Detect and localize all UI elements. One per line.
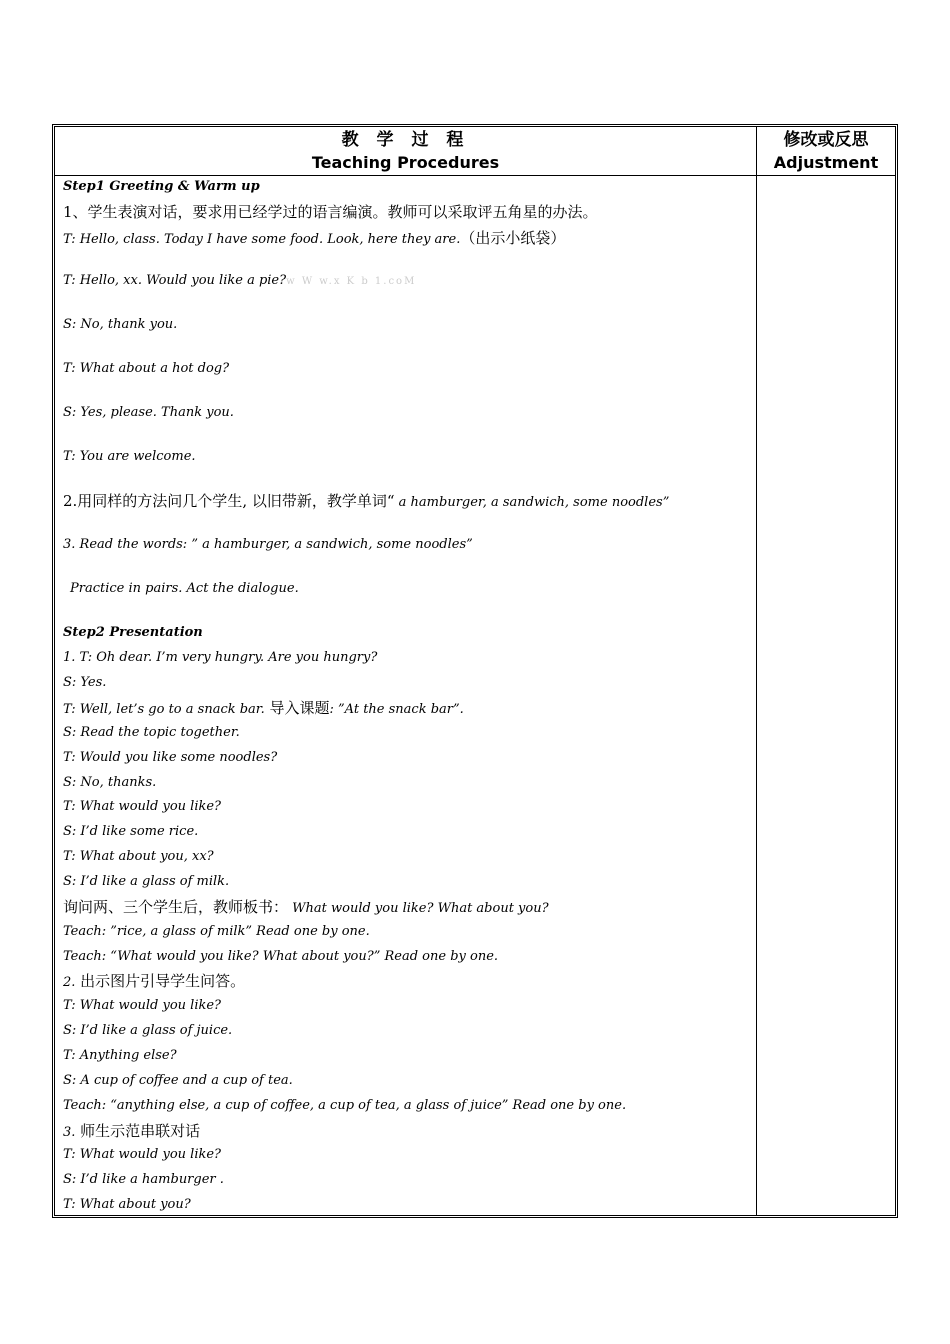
text-line: T: What would you like? <box>63 1147 222 1162</box>
adjustment-header-en: Adjustment <box>773 153 879 172</box>
text-line: 3. Read the words: ” a hamburger, a sandwich, some noodles” <box>63 537 473 552</box>
step2-heading: Step2 Presentation <box>63 625 203 640</box>
watermark-text: w W w.x K b 1.coM <box>286 276 417 287</box>
text-line: S: A cup of coffee and a cup of tea. <box>63 1073 293 1088</box>
text-line: S: Read the topic together. <box>63 725 240 740</box>
text-line: 2. 出示图片引导学生问答。 <box>63 972 246 990</box>
lesson-plan-table <box>52 124 898 1218</box>
text-line: 2.用同样的方法问几个学生, 以旧带新，教学单词“ a hamburger, a sandwich, some noodles” <box>63 492 670 510</box>
text-line: T: What would you like? <box>63 998 222 1013</box>
text-line: 3. 师生示范串联对话 <box>63 1122 201 1140</box>
adjustment-header <box>757 127 895 175</box>
text-line: T: What would you like? <box>63 799 222 814</box>
text-line: 询问两、三个学生后，教师板书： What would you like? What about you? <box>63 898 549 916</box>
text-line: T: Anything else? <box>63 1048 177 1063</box>
text-line: S: I’d like a glass of milk. <box>63 874 230 889</box>
text-line: S: I’d like a hamburger . <box>63 1172 224 1187</box>
procedures-header-zh: 教 学 过 程 <box>341 130 470 150</box>
text-line: T: Hello, class. Today I have some food. Look, here they are.（出示小纸袋） <box>63 229 566 247</box>
header-divider <box>55 175 895 176</box>
text-line: T: What about you? <box>63 1197 191 1212</box>
text-line: S: I’d like a glass of juice. <box>63 1023 233 1038</box>
adjustment-header-zh: 修改或反思 <box>783 130 869 150</box>
procedures-header-en: Teaching Procedures <box>311 153 500 172</box>
text-line: 1、学生表演对话，要求用已经学过的语言编演。教师可以采取评五角星的办法。 <box>63 203 598 221</box>
text-line: T: Would you like some noodles? <box>63 750 278 765</box>
text-line: S: Yes, please. Thank you. <box>63 405 234 420</box>
text-line: T: Hello, xx. Would you like a pie?w W w.x K b 1.coM <box>63 273 417 288</box>
text-line: Practice in pairs. Act the dialogue. <box>70 581 299 596</box>
text-line: T: What about you, xx? <box>63 849 214 864</box>
text-line: S: Yes. <box>63 675 107 690</box>
step1-heading: Step1 Greeting & Warm up <box>63 179 260 194</box>
column-divider <box>756 127 757 1215</box>
text-line: Teach: ”rice, a glass of milk” Read one by one. <box>63 924 370 939</box>
procedures-header <box>55 127 756 175</box>
text-line: S: I’d like some rice. <box>63 824 199 839</box>
text-line: 1. T: Oh dear. I’m very hungry. Are you hungry? <box>63 650 378 665</box>
text-line: S: No, thank you. <box>63 317 178 332</box>
text-line: T: You are welcome. <box>63 449 196 464</box>
text-line: T: What about a hot dog? <box>63 361 230 376</box>
text-line: T: Well, let’s go to a snack bar. 导入课题: ”At the snack bar”. <box>63 699 464 717</box>
text-line: Teach: “What would you like? What about you?” Read one by one. <box>63 949 499 964</box>
text-line: S: No, thanks. <box>63 775 157 790</box>
text-line: Teach: “anything else, a cup of coffee, a cup of tea, a glass of juice” Read one by one. <box>63 1098 627 1113</box>
